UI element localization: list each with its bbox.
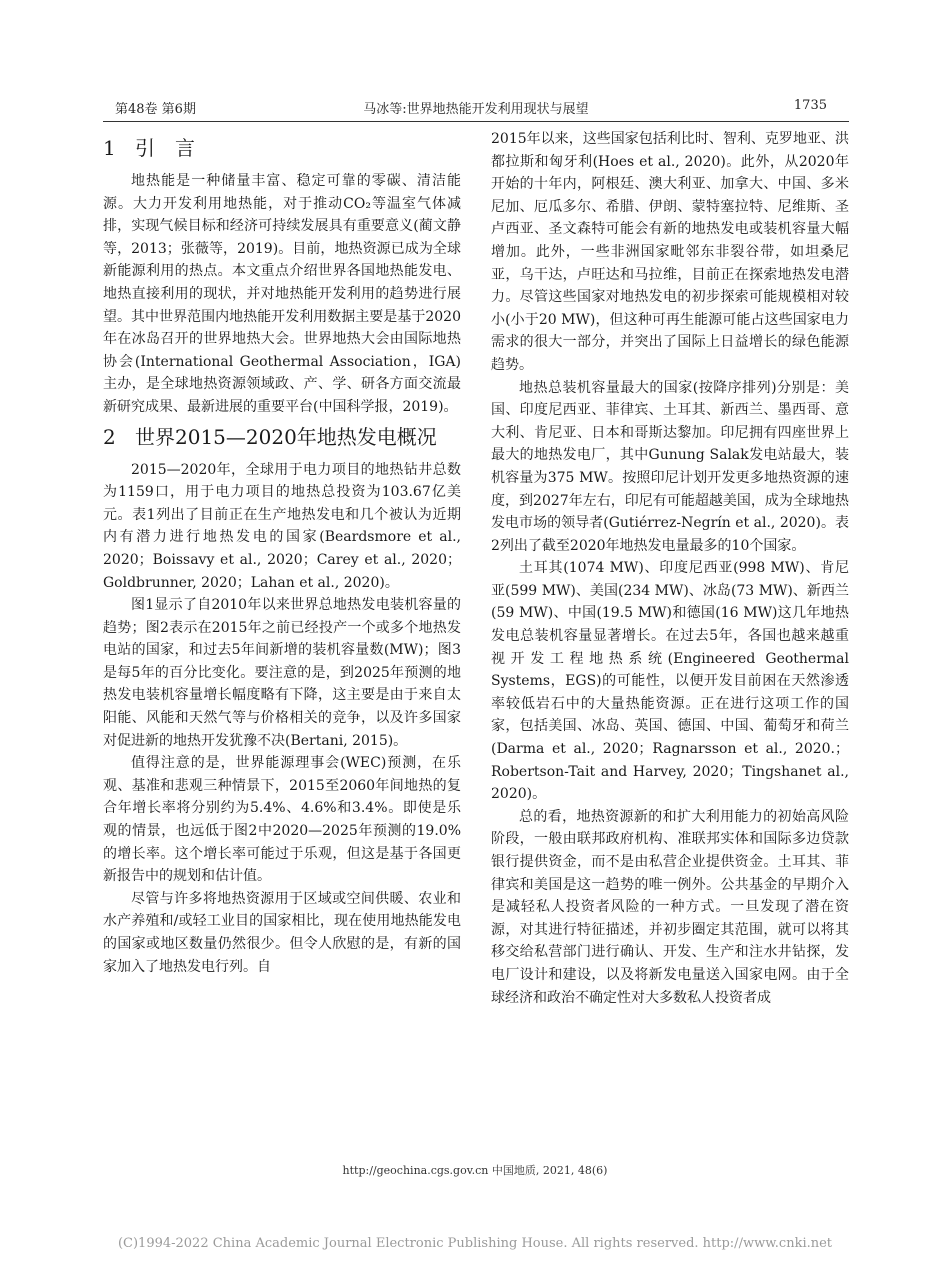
running-header [103, 94, 849, 120]
article-running-title: 马冰等:世界地热能开发利用现状与展望 [363, 102, 589, 117]
paragraph: 值得注意的是，世界能源理事会(WEC)预测，在乐观、基准和悲观三种情景下，2015至2060年间地热的复合年增长率将分别约为5.4%、4.6%和3.4%。即使是乐观的情景，也远低于图2中2020—2025年预测的19.0%的增长率。这个增长率可能过于乐观，但这是基于各国更新报告中的规划和估计值。 [103, 755, 461, 885]
header-divider [103, 121, 849, 122]
section-2-title: 世界2015—2020年地热发电概况 [135, 424, 437, 449]
paragraph: 土耳其(1074 MW)、印度尼西亚(998 MW)、肯尼亚(599 MW)、美国(234 MW)、冰岛(73 MW)、新西兰(59 MW)、中国(19.5 MW)和德国(16 MW)这几年地热发电总装机容量显著增长。在过去5年，各国也越来越重视开发工程地热系统(Engineered Geothermal Systems，EGS)的可能性，以便开发目前困在天然渗透率较低岩石中的大量热能资源。正在进行这项工作的国家，包括美国、冰岛、英国、德国、中国、葡萄牙和荷兰(Darma et al., 2020；Ragnarsson et al., 2020.；Robertson-Tait and Harvey, 2020；Tingshanet al., 2020)。 [491, 560, 849, 803]
copyright-watermark: (C)1994-2022 China Academic Journal Electronic Publishing House. All rights reserved. http://www.cnki.net [117, 1236, 833, 1251]
paragraph: 地热总装机容量最大的国家(按降序排列)分别是：美国、印度尼西亚、菲律宾、土耳其、新西兰、墨西哥、意大利、肯尼亚、日本和哥斯达黎加。印尼拥有四座世界上最大的地热发电厂，其中Gunung Salak发电站最大，装机容量为375 MW。按照印尼计划开发更多地热资源的速度，到2027年左右，印尼有可能超越美国，成为全球地热发电市场的领导者(Gutiérrez-Negrín et al., 2020)。表2列出了截至2020年地热发电量最多的10个国家。 [491, 379, 849, 554]
section-1-title: 引 言 [135, 136, 195, 160]
paragraph: 图1显示了自2010年以来世界总地热发电装机容量的趋势；图2表示在2015年之前已经投产一个或多个地热发电站的国家，和过去5年间新增的装机容量数(MW)；图3是每5年的百分比变化。要注意的是，到2025年预测的地热发电装机容量增长幅度略有下降，这主要是由于来自太阳能、风能和天然气等与价格相关的竞争，以及许多国家对促进新的地热开发犹豫不决(Bertani, 2015)。 [103, 597, 461, 749]
paragraph: 地热能是一种储量丰富、稳定可靠的零碳、清洁能源。大力开发利用地热能，对于推动CO₂等温室气体减排，实现气候目标和经济可持续发展具有重要意义(蔺文静等，2013；张薇等，2019)。目前，地热资源已成为全球新能源利用的热点。本文重点介绍世界各国地热能发电、地热直接利用的现状，并对地热能开发利用的趋势进行展望。其中世界范围内地热能开发利用数据主要是基于2020年在冰岛召开的世界地热大会。世界地热大会由国际地热协会(International Geothermal Association，IGA)主办，是全球地热资源领域政、产、学、研各方面交流最新研究成果、最新进展的重要平台(中国科学报，2019)。 [103, 173, 461, 415]
paragraph-continued: 2015年以来，这些国家包括利比时、智利、克罗地亚、洪都拉斯和匈牙利(Hoes et al., 2020)。此外，从2020年开始的十年内，阿根廷、澳大利亚、加拿大、中国、多米尼加、厄瓜多尔、希腊、伊朗、蒙特塞拉特、尼维斯、圣卢西亚、圣文森特可能会有新的地热发电或装机容量大幅增加。此外，一些非洲国家毗邻东非裂谷带，如坦桑尼亚，乌干达，卢旺达和马拉维，目前正在探索地热发电潜力。尽管这些国家对地热发电的初步探索可能规模相对较小(小于20 MW)，但这种可再生能源可能占这些国家电力需求的很大一部分，并突出了国际上日益增长的绿色能源趋势。 [491, 131, 849, 373]
left-column [103, 128, 461, 978]
page-number: 1735 [793, 98, 827, 113]
section-1-number: 1 [103, 136, 116, 160]
section-1-heading [103, 136, 461, 160]
paragraph: 总的看，地热资源新的和扩大利用能力的初始高风险阶段，一般由联邦政府机构、准联邦实体和国际多边贷款银行提供资金，而不是由私营企业提供资金。土耳其、菲律宾和美国是这一趋势的唯一例外。公共基金的早期介入是减轻私人投资者风险的一种方式。一旦发现了潜在资源，对其进行特征描述，并初步圈定其范围，就可以将其移交给私营部门进行确认、开发、生产和注水井钻探，发电厂设计和建设，以及将新发电量送入国家电网。由于全球经济和政治不确定性对大多数私人投资者成 [491, 808, 849, 1006]
page-footer: http://geochina.cgs.gov.cn 中国地质, 2021, 48(6) [342, 1164, 608, 1177]
journal-volume-issue: 第48卷 第6期 [115, 102, 196, 117]
section-2-number: 2 [103, 424, 116, 449]
right-column [491, 128, 849, 1009]
paragraph: 尽管与许多将地热资源用于区域或空间供暖、农业和水产养殖和/或轻工业目的国家相比，现在使用地热能发电的国家或地区数量仍然很少。但令人欣慰的是，有新的国家加入了地热发电行列。自 [103, 890, 461, 975]
paragraph: 2015—2020年，全球用于电力项目的地热钻井总数为1159口，用于电力项目的地热总投资为103.67亿美元。表1列出了目前正在生产地热发电和几个被认为近期内有潜力进行地热发电的国家(Beardsmore et al., 2020；Boissavy et al., 2020；Carey et al., 2020；Goldbrunner, 2020；Lahan et al., 2020)。 [103, 461, 461, 591]
section-2-heading [103, 425, 461, 449]
